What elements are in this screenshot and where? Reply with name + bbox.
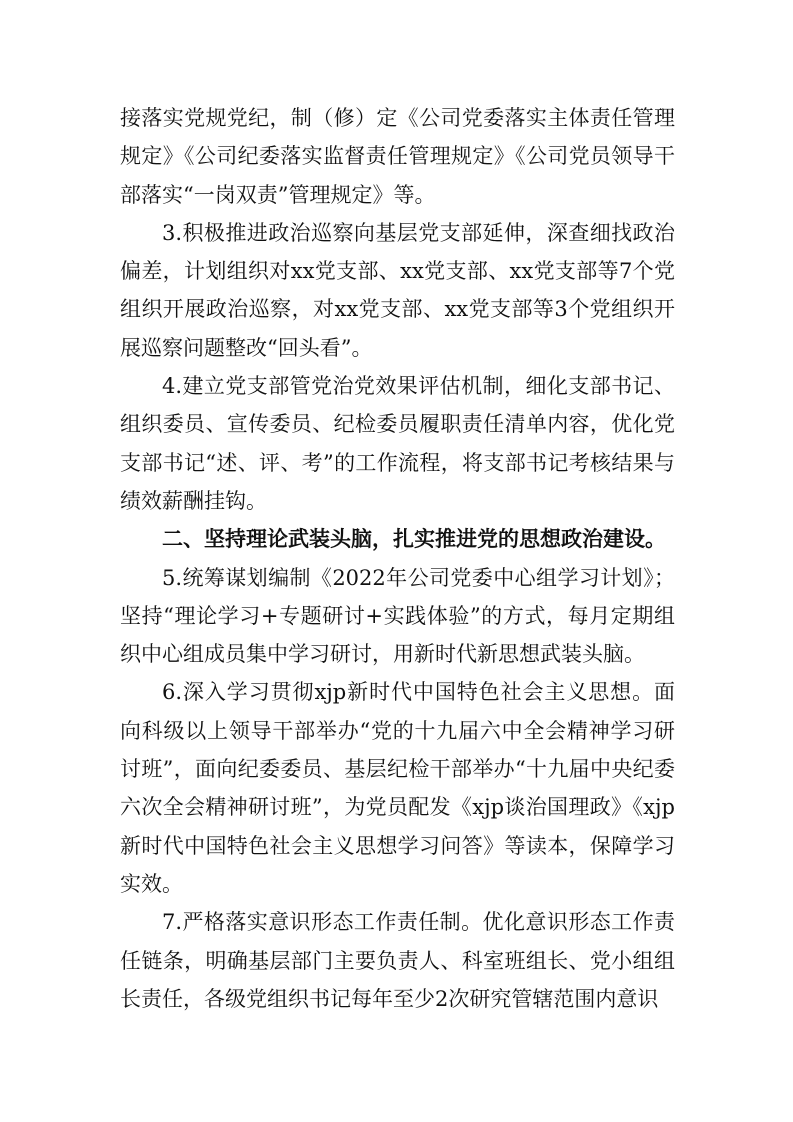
- paragraph-item-6: 6.深入学习贯彻xjp新时代中国特色社会主义思想。面向科级以上领导干部举办“党的十九届六中全会精神学习研讨班”，面向纪委委员、基层纪检干部举办“十九届中央纪委六次全会精神研讨班”，为党员配发《xjp谈治国理政》《xjp新时代中国特色社会主义思想学习问答》等读本，保障学习实效。: [120, 680, 675, 896]
- paragraph-item-5: 5.统筹谋划编制《2022年公司党委中心组学习计划》；坚持“理论学习+专题研讨+实践体验”的方式，每月定期组织中心组成员集中学习研讨，用新时代新思想武装头脑。: [120, 565, 675, 667]
- section-heading-2: 二、坚持理论武装头脑，扎实推进党的思想政治建设。: [162, 527, 666, 552]
- paragraph-item-4: 4.建立党支部管党治党效果评估机制，细化支部书记、组织委员、宣传委员、纪检委员履职责任清单内容，优化党支部书记“述、评、考”的工作流程，将支部书记考核结果与绩效薪酬挂钩。: [120, 374, 675, 513]
- paragraph-item-3: 3.积极推进政治巡察向基层党支部延伸，深查细找政治偏差，计划组织对xx党支部、xx党支部、xx党支部等7个党组织开展政治巡察，对xx党支部、xx党支部等3个党组织开展巡察问题整改“回头看”。: [120, 220, 675, 360]
- paragraph-continued: 接落实党规党纪，制（修）定《公司党委落实主体责任管理规定》《公司纪委落实监督责任管理规定》《公司党员领导干部落实“一岗双责”管理规定》等。: [120, 106, 675, 207]
- document-body: [120, 99, 675, 1018]
- paragraph-item-7: 7.严格落实意识形态工作责任制。优化意识形态工作责任链条，明确基层部门主要负责人、科室班组长、党小组组长责任，各级党组织书记每年至少2次研究管辖范围内意识: [120, 910, 675, 1011]
